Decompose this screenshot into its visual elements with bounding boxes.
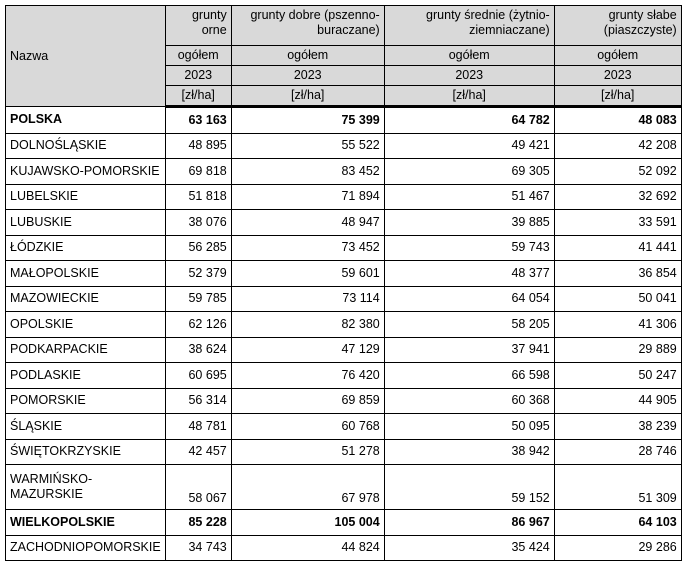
price-value-cell: 34 743 (165, 535, 231, 561)
price-value-cell: 63 163 (165, 107, 231, 134)
header-col-year: 2023 (165, 66, 231, 86)
price-value-cell: 39 885 (384, 210, 554, 236)
table-row (6, 510, 682, 536)
price-value-cell: 69 859 (231, 388, 384, 414)
price-value-cell: 69 818 (165, 159, 231, 185)
table-row (6, 388, 682, 414)
header-col-sub: ogółem (384, 46, 554, 66)
price-value-cell: 32 692 (554, 184, 681, 210)
price-value-cell: 51 278 (231, 439, 384, 465)
price-value-cell: 86 967 (384, 510, 554, 536)
price-value-cell: 59 785 (165, 286, 231, 312)
price-value-cell: 73 452 (231, 235, 384, 261)
price-value-cell: 29 286 (554, 535, 681, 561)
price-value-cell: 41 306 (554, 312, 681, 338)
table-row (6, 286, 682, 312)
price-value-cell: 60 695 (165, 363, 231, 389)
table-row (6, 107, 682, 134)
table-row (6, 210, 682, 236)
price-value-cell: 52 092 (554, 159, 681, 185)
price-value-cell: 73 114 (231, 286, 384, 312)
price-value-cell: 38 239 (554, 414, 681, 440)
header-col-title: grunty orne (165, 6, 231, 46)
region-name-cell: LUBELSKIE (6, 184, 166, 210)
region-name-cell: WIELKOPOLSKIE (6, 510, 166, 536)
price-value-cell: 85 228 (165, 510, 231, 536)
price-value-cell: 42 208 (554, 133, 681, 159)
table-row (6, 235, 682, 261)
price-value-cell: 64 782 (384, 107, 554, 134)
header-name: Nazwa (6, 6, 166, 107)
price-value-cell: 83 452 (231, 159, 384, 185)
price-value-cell: 82 380 (231, 312, 384, 338)
price-value-cell: 59 152 (384, 465, 554, 510)
header-col-year: 2023 (554, 66, 681, 86)
price-value-cell: 64 103 (554, 510, 681, 536)
price-value-cell: 59 601 (231, 261, 384, 287)
price-value-cell: 41 441 (554, 235, 681, 261)
header-col-title: grunty słabe (piaszczyste) (554, 6, 681, 46)
region-name-cell: MAŁOPOLSKIE (6, 261, 166, 287)
price-value-cell: 52 379 (165, 261, 231, 287)
table-row (6, 312, 682, 338)
price-value-cell: 35 424 (384, 535, 554, 561)
table-row (6, 184, 682, 210)
region-name-cell: POLSKA (6, 107, 166, 134)
price-value-cell: 67 978 (231, 465, 384, 510)
price-value-cell: 38 942 (384, 439, 554, 465)
price-value-cell: 48 947 (231, 210, 384, 236)
table-row (6, 535, 682, 561)
price-value-cell: 60 368 (384, 388, 554, 414)
price-value-cell: 49 421 (384, 133, 554, 159)
header-col-title: grunty dobre (pszenno-buraczane) (231, 6, 384, 46)
price-value-cell: 44 905 (554, 388, 681, 414)
price-value-cell: 36 854 (554, 261, 681, 287)
header-col-unit: [zł/ha] (554, 86, 681, 107)
price-value-cell: 64 054 (384, 286, 554, 312)
header-col-unit: [zł/ha] (231, 86, 384, 107)
price-value-cell: 76 420 (231, 363, 384, 389)
table-row (6, 465, 682, 510)
header-col-unit: [zł/ha] (165, 86, 231, 107)
price-value-cell: 58 205 (384, 312, 554, 338)
region-name-cell: LUBUSKIE (6, 210, 166, 236)
price-value-cell: 62 126 (165, 312, 231, 338)
price-value-cell: 69 305 (384, 159, 554, 185)
price-value-cell: 51 818 (165, 184, 231, 210)
price-value-cell: 48 083 (554, 107, 681, 134)
header-col-sub: ogółem (231, 46, 384, 66)
price-value-cell: 71 894 (231, 184, 384, 210)
price-value-cell: 51 467 (384, 184, 554, 210)
price-value-cell: 56 285 (165, 235, 231, 261)
table-row (6, 261, 682, 287)
price-value-cell: 58 067 (165, 465, 231, 510)
header-row-titles (6, 6, 682, 46)
price-value-cell: 50 247 (554, 363, 681, 389)
table-header (6, 6, 682, 107)
price-value-cell: 42 457 (165, 439, 231, 465)
header-col-sub: ogółem (554, 46, 681, 66)
price-value-cell: 29 889 (554, 337, 681, 363)
price-value-cell: 28 746 (554, 439, 681, 465)
header-col-unit: [zł/ha] (384, 86, 554, 107)
price-value-cell: 105 004 (231, 510, 384, 536)
price-value-cell: 60 768 (231, 414, 384, 440)
price-value-cell: 50 041 (554, 286, 681, 312)
table-row (6, 414, 682, 440)
price-value-cell: 56 314 (165, 388, 231, 414)
price-value-cell: 37 941 (384, 337, 554, 363)
price-value-cell: 38 076 (165, 210, 231, 236)
region-name-cell: MAZOWIECKIE (6, 286, 166, 312)
price-value-cell: 44 824 (231, 535, 384, 561)
table-row (6, 337, 682, 363)
table-row (6, 363, 682, 389)
header-col-year: 2023 (384, 66, 554, 86)
region-name-cell: ZACHODNIOPOMORSKIE (6, 535, 166, 561)
table-row (6, 439, 682, 465)
region-name-cell: KUJAWSKO-POMORSKIE (6, 159, 166, 185)
region-name-cell: POMORSKIE (6, 388, 166, 414)
price-value-cell: 48 781 (165, 414, 231, 440)
region-name-cell: PODLASKIE (6, 363, 166, 389)
region-name-cell: ŁÓDZKIE (6, 235, 166, 261)
table-row (6, 159, 682, 185)
land-price-table (5, 5, 682, 561)
region-name-cell: ŚLĄSKIE (6, 414, 166, 440)
price-value-cell: 55 522 (231, 133, 384, 159)
price-table-container (5, 5, 682, 561)
price-value-cell: 59 743 (384, 235, 554, 261)
region-name-cell: WARMIŃSKO-MAZURSKIE (6, 465, 166, 510)
region-name-cell: DOLNOŚLĄSKIE (6, 133, 166, 159)
price-value-cell: 75 399 (231, 107, 384, 134)
table-body (6, 107, 682, 561)
price-value-cell: 38 624 (165, 337, 231, 363)
header-col-title: grunty średnie (żytnio-ziemniaczane) (384, 6, 554, 46)
header-col-year: 2023 (231, 66, 384, 86)
header-col-sub: ogółem (165, 46, 231, 66)
region-name-cell: OPOLSKIE (6, 312, 166, 338)
price-value-cell: 66 598 (384, 363, 554, 389)
price-value-cell: 51 309 (554, 465, 681, 510)
price-value-cell: 47 129 (231, 337, 384, 363)
price-value-cell: 48 895 (165, 133, 231, 159)
price-value-cell: 48 377 (384, 261, 554, 287)
price-value-cell: 33 591 (554, 210, 681, 236)
region-name-cell: ŚWIĘTOKRZYSKIE (6, 439, 166, 465)
region-name-cell: PODKARPACKIE (6, 337, 166, 363)
table-row (6, 133, 682, 159)
price-value-cell: 50 095 (384, 414, 554, 440)
